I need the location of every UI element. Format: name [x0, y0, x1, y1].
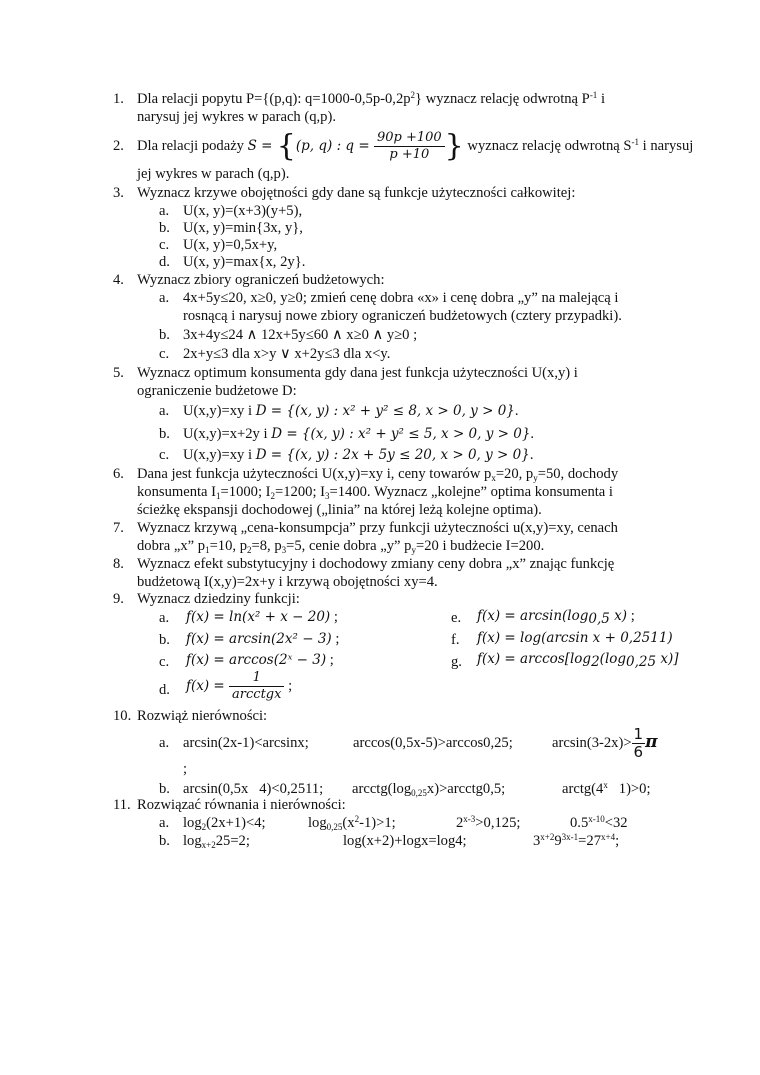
domain-d-fraction: $\frac{1}{\text{arcctgx}}$ [229, 670, 284, 703]
subitem-text: U(x, y)=max{x, 2y}. [183, 254, 306, 270]
domain-a: f(x) = ln(x² + x − 20) ; [186, 609, 338, 625]
subitem-label: d. [159, 254, 170, 270]
problem-8-line-2: budżetową I(x,y)=2x+y i krzywą obojętności xy=4. [137, 574, 438, 590]
problem-2-line-1: Dla relacji podaży S = {(p, q) : q = $\frac{90p +100}{p +10}$ } wyznacz relację odwrotną $S^{-1}$ i narysuj [137, 128, 694, 164]
subitem-text: U(x,y)=xy i D = {(x, y) : x² + y² ≤ 8, x > 0, y > 0}. [183, 403, 519, 419]
subitem-label: b. [159, 327, 170, 343]
inequality-a2: arccos(0,5x-5)>arccos0,25; [353, 735, 513, 751]
problem-8-line-1: Wyznacz efekt substytucyjny i dochodowy zmiany ceny dobra „x” znając funkcję [137, 556, 615, 572]
equation-b2: log(x+2)+logx=log4; [343, 833, 467, 849]
domain-d: f(x) = $\frac{1}{\text{arcctgx}}$ ; [186, 670, 293, 703]
subitem-label: c. [159, 654, 170, 670]
subitem-label: d. [159, 682, 170, 698]
equation-a2: $\log_{0,25}(x^2-1)>1$; [308, 814, 396, 832]
item-number: 4. [113, 272, 124, 288]
supply-fraction: $\frac{90p +100}{p +10}$ [374, 130, 445, 163]
domain-b: f(x) = arcsin(2x² − 3) ; [186, 631, 340, 647]
problem-11-text: Rozwiązać równania i nierówności: [137, 797, 346, 813]
equation-b3: $3^{x+2}9^{3x-1}=27^{x+4}$; [533, 832, 620, 849]
subitem-label: b. [159, 833, 170, 849]
equation-b1: $\log_{x+2}25=2$; [183, 833, 250, 850]
problem-3-text: Wyznacz krzywe obojętności gdy dane są funkcje użyteczności całkowitej: [137, 185, 576, 201]
inequality-a-cont: ; [183, 761, 188, 777]
subitem-label: b. [159, 632, 170, 648]
equation-a1: $\log_2(2x+1)<4$; [183, 815, 266, 832]
subitem-label: a. [159, 403, 170, 419]
item-number: 9. [113, 591, 124, 607]
problem-6-line-1: Dana jest funkcja użyteczności U(x,y)=xy i, ceny towarów $p_x=20$, $p_y=50$, dochody [137, 466, 619, 483]
domain-c: f(x) = arccos(2ˣ − 3) ; [186, 652, 334, 668]
subitem-label: c. [159, 237, 170, 253]
item-number: 5. [113, 365, 124, 381]
subitem-label: a. [159, 735, 170, 751]
problem-10-text: Rozwiąż nierówności: [137, 708, 268, 724]
problem-5-line-1: Wyznacz optimum konsumenta gdy dana jest funkcja użyteczności U(x,y) i [137, 365, 578, 381]
subitem-label: b. [159, 426, 170, 442]
problem-4-text: Wyznacz zbiory ograniczeń budżetowych: [137, 272, 385, 288]
equation-a4: $0.5^{x-10}<32$ [570, 814, 628, 831]
subitem-text: U(x, y)=0,5x+y, [183, 237, 278, 253]
problem-9-text: Wyznacz dziedziny funkcji: [137, 591, 300, 607]
subitem-text: 4x+5y≤20, x≥0, y≥0; zmień cenę dobra «x» i cenę dobra „y” na malejącą i [183, 290, 619, 306]
item-number: 1. [113, 91, 124, 107]
problem-1-line-1: Dla relacji popytu P={(p,q): $q=1000-0,5p-0,2p^2$} wyznacz relację odwrotną $P^{-1}$ i [137, 90, 606, 107]
subitem-text: rosnącą i narysuj nowe zbiory ograniczeń budżetowych (cztery przypadki). [183, 308, 622, 324]
subitem-label: g. [451, 654, 462, 670]
subitem-label: c. [159, 346, 170, 362]
problem-7-line-1: Wyznacz krzywą „cena-konsumpcja” przy funkcji użyteczności u(x,y)=xy, cenach [137, 520, 618, 536]
subitem-label: a. [159, 815, 170, 831]
problem-7-line-2: dobra „x” $p_1=10$, $p_2=8$, $p_3=5$, cenie dobra „y” $p_y=20$ i budżecie I=200. [137, 538, 545, 555]
inequality-b3: arctg(4$^x$ 1)>0; [562, 780, 651, 797]
subitem-label: c. [159, 447, 170, 463]
problem-1-line-2: narysuj jej wykres w parach (q,p). [137, 109, 336, 125]
domain-e: $f(x) = \arcsin(\log_{0,5}$ x) ; [477, 608, 635, 627]
domain-f: f(x) = log(arcsin x + 0,2511) [477, 630, 673, 646]
problem-2-line-2: jej wykres w parach (q,p). [137, 166, 290, 182]
subitem-label: b. [159, 781, 170, 797]
subitem-text: U(x, y)=(x+3)(y+5), [183, 203, 303, 219]
subitem-text: U(x,y)=x+2y i D = {(x, y) : x² + y² ≤ 5, x > 0, y > 0}. [183, 426, 535, 442]
domain-g: $f(x) = \arccos[\log_2(\log_{0,25}$ x)] [477, 651, 679, 670]
item-number: 11. [113, 797, 131, 813]
inequality-a1: arcsin(2x-1)<arcsinx; [183, 735, 309, 751]
subitem-label: a. [159, 203, 170, 219]
problem-6-line-3: ścieżkę ekspansji dochodowej („linia” na której leżą kolejne optima). [137, 502, 542, 518]
inequality-b1: arcsin(0,5x 4)<0,2511; [183, 781, 324, 797]
item-number: 6. [113, 466, 124, 482]
inequality-a3: arcsin(3-2x)> $\frac{1}{6}$ π [552, 725, 658, 762]
subitem-label: a. [159, 290, 170, 306]
subitem-text: 2x+y≤3 dla x>y ∨ x+2y≤3 dla x<y. [183, 346, 391, 362]
item-number: 8. [113, 556, 124, 572]
item-number: 2. [113, 138, 124, 154]
inequality-b2: $arcctg(\log_{0,25}x)>arcctg0,5$; [352, 781, 506, 798]
subitem-text: U(x,y)=xy i D = {(x, y) : 2x + 5y ≤ 20, x > 0, y > 0}. [183, 447, 534, 463]
subitem-label: a. [159, 610, 170, 626]
problem-6-line-2: konsumenta $I_1=1000$; $I_2=1200$; $I_3=1400$. Wyznacz „kolejne” optima konsumenta i [137, 484, 613, 501]
subitem-text: 3x+4y≤24 ∧ 12x+5y≤60 ∧ x≥0 ∧ y≥0 ; [183, 327, 418, 343]
subitem-text: U(x, y)=min{3x, y}, [183, 220, 303, 236]
equation-a3: $2^{x-3}>0,125$; [456, 814, 521, 831]
subitem-label: f. [451, 632, 460, 648]
subitem-label: b. [159, 220, 170, 236]
subitem-label: e. [451, 610, 462, 626]
item-number: 7. [113, 520, 124, 536]
problem-5-line-2: ograniczenie budżetowe D: [137, 383, 297, 399]
item-number: 3. [113, 185, 124, 201]
item-number: 10. [113, 708, 132, 724]
